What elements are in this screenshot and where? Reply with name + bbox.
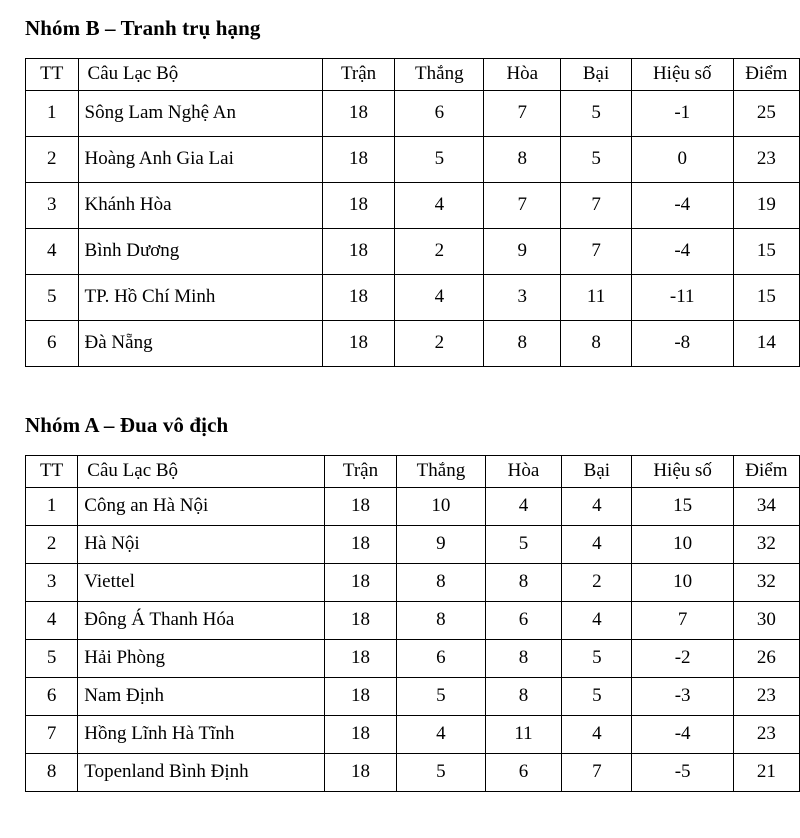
cell-goal-diff: 10 [632, 526, 733, 564]
group-b-table-head [26, 59, 800, 91]
cell-drawn: 8 [485, 678, 562, 716]
cell-played: 18 [324, 678, 396, 716]
column-header-goal-diff: Hiệu số [631, 59, 733, 91]
cell-points: 23 [733, 678, 799, 716]
cell-goal-diff: -4 [631, 229, 733, 275]
table-row [26, 275, 800, 321]
cell-won: 6 [397, 640, 485, 678]
column-header-points: Điểm [733, 456, 799, 488]
column-header-club: Câu Lạc Bộ [78, 59, 322, 91]
cell-drawn: 9 [484, 229, 561, 275]
cell-lost: 5 [562, 640, 632, 678]
cell-club: TP. Hồ Chí Minh [78, 275, 322, 321]
cell-club: Hà Nội [78, 526, 325, 564]
cell-points: 15 [733, 275, 799, 321]
cell-won: 8 [397, 564, 485, 602]
cell-won: 9 [397, 526, 485, 564]
cell-points: 34 [733, 488, 799, 526]
cell-points: 15 [733, 229, 799, 275]
cell-won: 4 [395, 183, 484, 229]
cell-lost: 7 [561, 229, 632, 275]
column-header-lost: Bại [561, 59, 632, 91]
cell-won: 5 [395, 137, 484, 183]
cell-won: 4 [397, 716, 485, 754]
cell-drawn: 8 [485, 640, 562, 678]
cell-played: 18 [322, 275, 395, 321]
table-row [26, 526, 800, 564]
cell-drawn: 6 [485, 754, 562, 792]
cell-won: 10 [397, 488, 485, 526]
cell-lost: 7 [562, 754, 632, 792]
table-row [26, 564, 800, 602]
cell-drawn: 7 [484, 91, 561, 137]
cell-rank: 6 [26, 321, 79, 367]
cell-points: 23 [733, 716, 799, 754]
column-header-won: Thắng [395, 59, 484, 91]
cell-club: Hải Phòng [78, 640, 325, 678]
cell-points: 32 [733, 564, 799, 602]
cell-rank: 4 [26, 602, 78, 640]
cell-played: 18 [322, 91, 395, 137]
table-row [26, 640, 800, 678]
cell-goal-diff: -3 [632, 678, 733, 716]
column-header-points: Điểm [733, 59, 799, 91]
cell-goal-diff: -2 [632, 640, 733, 678]
cell-points: 19 [733, 183, 799, 229]
cell-rank: 5 [26, 275, 79, 321]
cell-rank: 8 [26, 754, 78, 792]
column-header-drawn: Hòa [484, 59, 561, 91]
cell-club: Hoàng Anh Gia Lai [78, 137, 322, 183]
cell-played: 18 [324, 488, 396, 526]
cell-lost: 11 [561, 275, 632, 321]
cell-goal-diff: 10 [632, 564, 733, 602]
cell-goal-diff: -4 [631, 183, 733, 229]
cell-won: 5 [397, 678, 485, 716]
group-b-title: Nhóm B – Tranh trụ hạng [25, 16, 261, 40]
column-header-played: Trận [324, 456, 396, 488]
cell-lost: 4 [562, 716, 632, 754]
cell-lost: 5 [561, 137, 632, 183]
table-header-row [26, 456, 800, 488]
cell-played: 18 [324, 564, 396, 602]
cell-rank: 3 [26, 564, 78, 602]
cell-played: 18 [322, 321, 395, 367]
cell-club: Nam Định [78, 678, 325, 716]
cell-played: 18 [324, 526, 396, 564]
cell-rank: 5 [26, 640, 78, 678]
cell-won: 8 [397, 602, 485, 640]
cell-club: Topenland Bình Định [78, 754, 325, 792]
cell-rank: 6 [26, 678, 78, 716]
cell-lost: 7 [561, 183, 632, 229]
cell-goal-diff: -8 [631, 321, 733, 367]
table-row [26, 137, 800, 183]
cell-won: 6 [395, 91, 484, 137]
group-a-standings-table [25, 455, 800, 792]
cell-club: Công an Hà Nội [78, 488, 325, 526]
table-row [26, 488, 800, 526]
cell-won: 4 [395, 275, 484, 321]
cell-club: Hồng Lĩnh Hà Tĩnh [78, 716, 325, 754]
cell-goal-diff: -5 [632, 754, 733, 792]
cell-drawn: 8 [484, 321, 561, 367]
cell-club: Đà Nẵng [78, 321, 322, 367]
cell-drawn: 6 [485, 602, 562, 640]
column-header-won: Thắng [397, 456, 485, 488]
cell-drawn: 8 [484, 137, 561, 183]
cell-points: 21 [733, 754, 799, 792]
table-row [26, 754, 800, 792]
table-row [26, 183, 800, 229]
column-header-goal-diff: Hiệu số [632, 456, 733, 488]
column-header-drawn: Hòa [485, 456, 562, 488]
cell-played: 18 [322, 229, 395, 275]
cell-goal-diff: -4 [632, 716, 733, 754]
cell-rank: 2 [26, 526, 78, 564]
cell-club: Sông Lam Nghệ An [78, 91, 322, 137]
cell-goal-diff: -1 [631, 91, 733, 137]
table-header-row [26, 59, 800, 91]
cell-played: 18 [324, 640, 396, 678]
cell-rank: 4 [26, 229, 79, 275]
cell-points: 32 [733, 526, 799, 564]
cell-won: 5 [397, 754, 485, 792]
table-row [26, 321, 800, 367]
cell-points: 30 [733, 602, 799, 640]
cell-lost: 8 [561, 321, 632, 367]
cell-goal-diff: 0 [631, 137, 733, 183]
column-header-rank: TT [26, 456, 78, 488]
cell-drawn: 4 [485, 488, 562, 526]
table-row [26, 716, 800, 754]
cell-lost: 4 [562, 488, 632, 526]
group-a-title: Nhóm A – Đua vô địch [25, 413, 229, 437]
cell-drawn: 8 [485, 564, 562, 602]
cell-played: 18 [324, 754, 396, 792]
cell-played: 18 [322, 137, 395, 183]
cell-drawn: 7 [484, 183, 561, 229]
table-row [26, 91, 800, 137]
column-header-lost: Bại [562, 456, 632, 488]
cell-club: Bình Dương [78, 229, 322, 275]
cell-rank: 7 [26, 716, 78, 754]
cell-points: 26 [733, 640, 799, 678]
column-header-played: Trận [322, 59, 395, 91]
group-b-table-body [26, 91, 800, 367]
table-row [26, 602, 800, 640]
cell-club: Khánh Hòa [78, 183, 322, 229]
cell-points: 23 [733, 137, 799, 183]
cell-club: Đông Á Thanh Hóa [78, 602, 325, 640]
table-row [26, 229, 800, 275]
cell-won: 2 [395, 321, 484, 367]
cell-played: 18 [324, 716, 396, 754]
cell-rank: 2 [26, 137, 79, 183]
cell-rank: 1 [26, 488, 78, 526]
column-header-club: Câu Lạc Bộ [78, 456, 325, 488]
cell-drawn: 3 [484, 275, 561, 321]
group-b-standings-table [25, 58, 800, 367]
cell-lost: 2 [562, 564, 632, 602]
cell-played: 18 [322, 183, 395, 229]
cell-points: 14 [733, 321, 799, 367]
cell-club: Viettel [78, 564, 325, 602]
cell-lost: 5 [561, 91, 632, 137]
group-a-table-head [26, 456, 800, 488]
cell-goal-diff: 15 [632, 488, 733, 526]
column-header-rank: TT [26, 59, 79, 91]
cell-rank: 3 [26, 183, 79, 229]
cell-drawn: 11 [485, 716, 562, 754]
cell-lost: 5 [562, 678, 632, 716]
group-a-table-body [26, 488, 800, 792]
table-row [26, 678, 800, 716]
cell-goal-diff: 7 [632, 602, 733, 640]
cell-won: 2 [395, 229, 484, 275]
cell-lost: 4 [562, 526, 632, 564]
cell-played: 18 [324, 602, 396, 640]
cell-lost: 4 [562, 602, 632, 640]
cell-rank: 1 [26, 91, 79, 137]
cell-drawn: 5 [485, 526, 562, 564]
cell-points: 25 [733, 91, 799, 137]
cell-goal-diff: -11 [631, 275, 733, 321]
